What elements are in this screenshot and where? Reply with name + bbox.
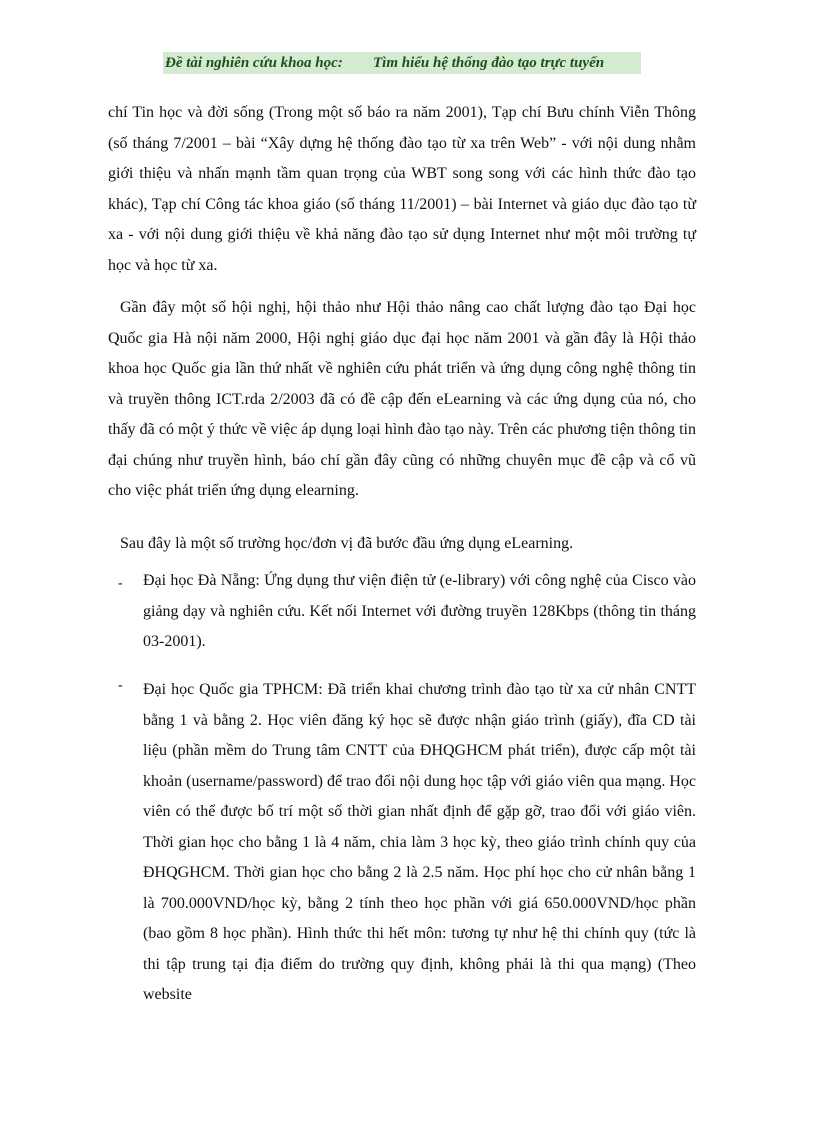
page-header <box>163 52 641 74</box>
paragraph-conferences: Gần đây một số hội nghị, hội thảo như Hội thảo nâng cao chất lượng đào tạo Đại học Quốc gia Hà nội năm 2000, Hội nghị giáo dục đại học năm 2001 và gần đây là Hội thảo khoa học Quốc gia lần thứ nhất về nghiên cứu phát triển và ứng dụng công nghệ thông tin và truyền thông ICT.rda 2/2003 đã có đề cập đến eLearning và các ứng dụng của nó, cho thấy đã có một ý thức về việc áp dụng loại hình đào tạo này. Trên các phương tiện thông tin đại chúng như truyền hình, báo chí gần đây cũng có những chuyên mục đề cập và cổ vũ cho việc phát triển ứng dụng elearning. <box>108 299 696 499</box>
header-topic-label: Đề tài nghiên cứu khoa học: <box>165 55 343 71</box>
paragraph-list-intro: Sau đây là một số trường học/đơn vị đã bước đầu ứng dụng eLearning. <box>120 535 574 552</box>
list-bullet: - <box>118 576 123 591</box>
paragraph-journals: chí Tin học và đời sống (Trong một số báo ra năm 2001), Tạp chí Bưu chính Viễn Thông (số tháng 7/2001 – bài “Xây dựng hệ thống đào tạo từ xa trên Web” - với nội dung nhằm giới thiệu và nhấn mạnh tầm quan trọng của WBT song song với các hình thức đào tạo khác), Tạp chí Công tác khoa giáo (số tháng 11/2001) – bài Internet và giáo dục đào tạo từ xa - với nội dung giới thiệu về khả năng đào tạo sử dụng Internet như một môi trường tự học và học từ xa. <box>108 104 696 274</box>
list-item-danang: Đại học Đà Nẵng: Ứng dụng thư viện điện tử (e-library) với công nghệ của Cisco vào giảng dạy và nghiên cứu. Kết nối Internet với đường truyền 128Kbps (thông tin tháng 03-2001). <box>143 572 696 650</box>
header-title: Tìm hiểu hệ thống đào tạo trực tuyến <box>373 55 605 71</box>
list-bullet: - <box>118 678 123 693</box>
list-item-hcmc: Đại học Quốc gia TPHCM: Đã triển khai chương trình đào tạo từ xa cử nhân CNTT bằng 1 và bằng 2. Học viên đăng ký học sẽ được nhận giáo trình (giấy), đĩa CD tài liệu (phần mềm do Trung tâm CNTT của ĐHQGHCM phát triển), được cấp một tài khoản (username/password) để trao đổi nội dung học tập với giáo viên qua mạng. Học viên có thể được bố trí một số thời gian nhất định để gặp gỡ, trao đổi với giáo viên. Thời gian học cho bằng 1 là 4 năm, chia làm 3 học kỳ, theo giáo trình chính quy của ĐHQGHCM. Thời gian học cho bằng 2 là 2.5 năm. Học phí học cho cử nhân bằng 1 là 700.000VND/học kỳ, bằng 2 tính theo học phần với giá 650.000VND/học phần (bao gồm 8 học phần). Hình thức thi hết môn: tương tự như hệ thi chính quy (tức là thi tập trung tại địa điểm do trường quy định, không phải là thi qua mạng) (Theo website <box>143 681 696 1003</box>
